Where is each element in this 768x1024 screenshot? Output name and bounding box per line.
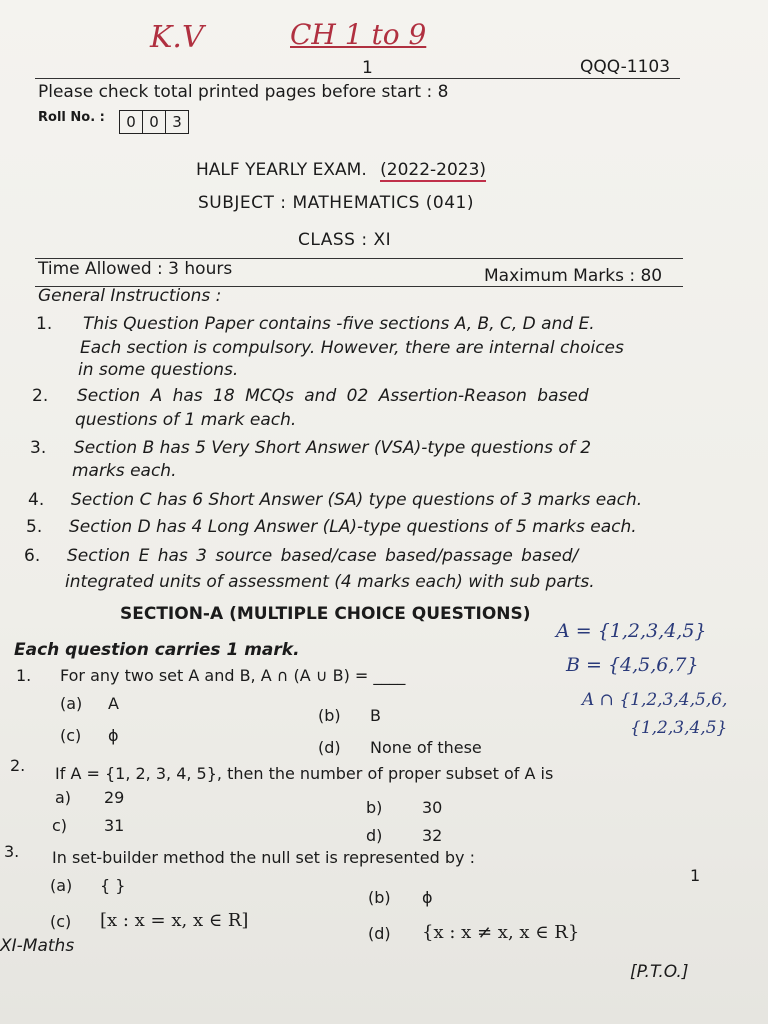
instruction-number: 3.	[30, 438, 47, 458]
section-note: Each question carries 1 mark.	[14, 640, 300, 660]
option-value: None of these	[370, 738, 482, 757]
option-value: 31	[104, 816, 125, 835]
option-key: (c)	[60, 726, 82, 745]
option-key: (c)	[50, 912, 72, 931]
option-value: ϕ	[108, 726, 119, 745]
roll-number-boxes	[120, 110, 189, 134]
option-value: 29	[104, 788, 125, 807]
option-value: {x : x ≠ x, x ∈ R}	[422, 922, 580, 943]
question-mark: 1	[690, 866, 701, 885]
option-key: (b)	[318, 706, 341, 725]
question-number: 2.	[10, 756, 26, 775]
roll-digit: 0	[119, 110, 143, 134]
question-text: For any two set A and B, A ∩ (A ∪ B) = ____	[60, 666, 406, 685]
option-key: a)	[55, 788, 72, 807]
page-number: 1	[362, 58, 373, 78]
roll-label: Roll No. :	[38, 110, 105, 125]
instructions-heading: General Instructions :	[38, 286, 222, 306]
option-value: 32	[422, 826, 443, 845]
instruction-number: 1.	[36, 314, 53, 334]
option-value: A	[108, 694, 119, 713]
instruction-line: Section B has 5 Very Short Answer (VSA)-type questions of 2	[74, 438, 592, 458]
instruction-number: 4.	[28, 490, 45, 510]
option-key: c)	[52, 816, 68, 835]
footer-pto: [P.T.O.]	[630, 962, 689, 982]
instruction-number: 5.	[26, 517, 43, 537]
exam-class: CLASS : XI	[298, 230, 392, 250]
margin-note: {1,2,3,4,5}	[630, 718, 728, 738]
option-value: ϕ	[422, 888, 433, 907]
option-key: (a)	[60, 694, 83, 713]
exam-year: (2022-2023)	[380, 160, 487, 180]
instruction-line: Section A has 18 MCQs and 02 Assertion-Reason based	[77, 386, 589, 406]
instruction-line: Section D has 4 Long Answer (LA)-type questions of 5 marks each.	[69, 517, 637, 537]
option-key: (a)	[50, 876, 73, 895]
option-value: B	[370, 706, 381, 725]
instruction-line: Section C has 6 Short Answer (SA) type questions of 3 marks each.	[71, 490, 643, 510]
exam-subject: SUBJECT : MATHEMATICS (041)	[198, 193, 474, 213]
question-number: 1.	[16, 666, 32, 685]
option-value: 30	[422, 798, 443, 817]
section-title: SECTION-A (MULTIPLE CHOICE QUESTIONS)	[120, 604, 531, 624]
margin-note: B = {4,5,6,7}	[566, 654, 699, 676]
option-value: { }	[100, 876, 126, 895]
footer-subject: XI-Maths	[0, 936, 75, 956]
handwritten-chapters: CH 1 to 9	[290, 18, 427, 51]
divider	[35, 78, 680, 79]
time-allowed: Time Allowed : 3 hours	[38, 259, 233, 279]
instruction-line: Section E has 3 source based/case based/passage based/	[67, 546, 579, 566]
option-key: (d)	[368, 924, 391, 943]
question-text: In set-builder method the null set is represented by :	[52, 848, 475, 867]
instruction-line: This Question Paper contains -five sections A, B, C, D and E.	[83, 314, 595, 334]
option-key: d)	[366, 826, 383, 845]
margin-note: A ∩ {1,2,3,4,5,6,	[582, 690, 728, 710]
instruction-line: questions of 1 mark each.	[75, 410, 297, 430]
option-key: b)	[366, 798, 383, 817]
check-pages-text: Please check total printed pages before start : 8	[38, 82, 449, 102]
option-key: (b)	[368, 888, 391, 907]
instruction-number: 2.	[32, 386, 49, 406]
margin-note: A = {1,2,3,4,5}	[556, 620, 707, 642]
option-value: [x : x = x, x ∈ R]	[100, 910, 249, 931]
question-text: If A = {1, 2, 3, 4, 5}, then the number of proper subset of A is	[55, 764, 554, 783]
exam-title	[196, 160, 486, 180]
instruction-number: 6.	[24, 546, 41, 566]
roll-digit: 3	[165, 110, 189, 134]
instruction-line: integrated units of assessment (4 marks each) with sub parts.	[65, 572, 595, 592]
maximum-marks: Maximum Marks : 80	[484, 266, 663, 286]
option-key: (d)	[318, 738, 341, 757]
instruction-line: Each section is compulsory. However, there are internal choices	[80, 338, 624, 358]
handwritten-school: K.V	[150, 20, 204, 55]
instruction-line: marks each.	[72, 461, 177, 481]
instruction-line: in some questions.	[78, 360, 239, 380]
exam-title-text: HALF YEARLY EXAM.	[196, 160, 367, 180]
roll-digit: 0	[142, 110, 166, 134]
paper-code: QQQ-1103	[580, 57, 671, 77]
question-number: 3.	[4, 842, 20, 861]
